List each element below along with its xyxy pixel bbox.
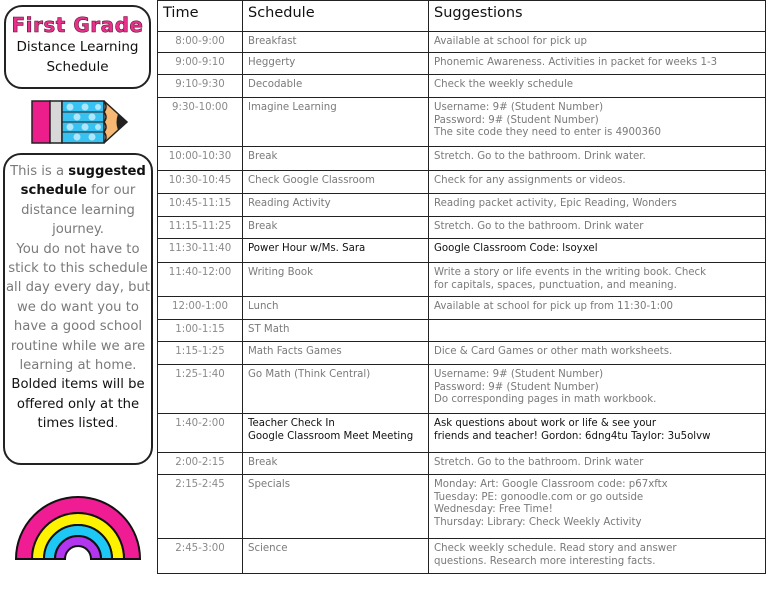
suggestion-line: Password: 9# (Student Number): [434, 381, 599, 393]
suggestion-line: for capitals, spaces, punctuation, and meaning.: [434, 279, 677, 291]
cell-schedule: Lunch: [243, 297, 429, 320]
cell-schedule: Math Facts Games: [243, 342, 429, 365]
suggestion-line: Stretch. Go to the bathroom. Drink water.: [434, 151, 646, 162]
table-row: [158, 414, 766, 453]
cell-schedule: Power Hour w/Ms. Sara: [243, 239, 429, 263]
suggestion-line: friends and teacher! Gordon: 6dng4tu Taylor: 3u5olvw: [434, 430, 711, 442]
note-text-routine: You do not have to stick to this schedule all day every day, but we do want you to have a good school routine while we are learning at home.: [5, 241, 151, 374]
cell-suggestions: [429, 171, 766, 194]
cell-suggestions: [429, 539, 766, 574]
cell-schedule: Decodable: [243, 75, 429, 98]
suggestion-line: Monday: Art: Google Classroom code: p67xftx: [434, 479, 668, 490]
page-title: First Grade: [11, 13, 144, 37]
note-text-bolded: Bolded items will be offered only at the times listed: [11, 377, 145, 432]
note-box: [3, 153, 153, 465]
note-text-intro: This is a: [10, 164, 69, 179]
cell-schedule: ST Math: [243, 320, 429, 342]
cell-suggestions: [429, 320, 766, 342]
cell-time: 1:00-1:15: [158, 320, 243, 342]
cell-time: 1:15-1:25: [158, 342, 243, 365]
suggestion-line: Available at school for pick up from 11:30-1:00: [434, 301, 674, 312]
note-text-journey: for our distance learning journey.: [21, 183, 136, 238]
cell-schedule: Break: [243, 147, 429, 171]
cell-suggestions: [429, 147, 766, 171]
schedule-line: Teacher Check In: [248, 418, 335, 429]
schedule-line: Google Classroom Meet Meeting: [248, 430, 414, 442]
table-row: [158, 239, 766, 263]
table-row: [158, 53, 766, 75]
cell-schedule: Break: [243, 217, 429, 239]
cell-schedule: Go Math (Think Central): [243, 365, 429, 414]
table-header-row: [158, 1, 766, 32]
table-row: [158, 297, 766, 320]
suggestion-line: Stretch. Go to the bathroom. Drink water: [434, 221, 644, 232]
suggestion-line: Write a story or life events in the writing book. Check: [434, 267, 707, 278]
cell-suggestions: [429, 217, 766, 239]
page-subtitle-line-2: Schedule: [46, 59, 109, 75]
suggestion-line: questions. Research more interesting facts.: [434, 555, 656, 567]
table-row: [158, 171, 766, 194]
cell-schedule: Breakfast: [243, 32, 429, 53]
cell-time: 2:00-2:15: [158, 453, 243, 475]
suggestion-line: Tuesday: PE: gonoodle.com or go outside: [434, 491, 644, 503]
cell-time: 2:45-3:00: [158, 539, 243, 574]
table-row: [158, 263, 766, 297]
cell-schedule: Heggerty: [243, 53, 429, 75]
suggestion-line: Do corresponding pages in math workbook.: [434, 394, 657, 405]
table-row: [158, 98, 766, 147]
table-row: [158, 217, 766, 239]
cell-schedule: Reading Activity: [243, 194, 429, 217]
cell-time: 11:15-11:25: [158, 217, 243, 239]
table-row: [158, 365, 766, 414]
note-text-suggested: suggested schedule: [20, 164, 146, 199]
suggestion-line: Available at school for pick up: [434, 36, 587, 47]
cell-time: 11:40-12:00: [158, 263, 243, 297]
pencil-icon: [30, 99, 130, 145]
table-row: [158, 194, 766, 217]
cell-schedule: [243, 414, 429, 453]
cell-suggestions: [429, 414, 766, 453]
cell-time: 1:25-1:40: [158, 365, 243, 414]
cell-suggestions: [429, 194, 766, 217]
table-row: [158, 539, 766, 574]
cell-time: 9:10-9:30: [158, 75, 243, 98]
cell-time: 12:00-1:00: [158, 297, 243, 320]
table-row: [158, 475, 766, 539]
cell-suggestions: [429, 239, 766, 263]
suggestion-line: Phonemic Awareness. Activities in packet for weeks 1-3: [434, 57, 718, 68]
suggestion-line: Check the weekly schedule: [434, 79, 574, 90]
table-row: [158, 147, 766, 171]
cell-suggestions: [429, 365, 766, 414]
header-time: Time: [158, 1, 243, 32]
cell-time: 11:30-11:40: [158, 239, 243, 263]
table-row: [158, 32, 766, 53]
suggestion-line: Ask questions about work or life & see your: [434, 418, 657, 429]
cell-suggestions: [429, 342, 766, 365]
cell-schedule: Check Google Classroom: [243, 171, 429, 194]
suggestion-line: Username: 9# (Student Number): [434, 102, 604, 113]
suggestion-line: Stretch. Go to the bathroom. Drink water: [434, 457, 644, 468]
cell-time: 9:30-10:00: [158, 98, 243, 147]
cell-time: 9:00-9:10: [158, 53, 243, 75]
suggestion-line: Google Classroom Code: lsoyxel: [434, 243, 598, 254]
header-schedule: Schedule: [243, 1, 429, 32]
cell-time: 10:00-10:30: [158, 147, 243, 171]
page-subtitle-line-1: Distance Learning: [16, 39, 139, 55]
suggestion-line: Reading packet activity, Epic Reading, Wonders: [434, 198, 677, 209]
table-row: [158, 75, 766, 98]
cell-time: 2:15-2:45: [158, 475, 243, 539]
title-card: [4, 5, 151, 89]
cell-suggestions: [429, 32, 766, 53]
cell-schedule: Break: [243, 453, 429, 475]
suggestion-line: Username: 9# (Student Number): [434, 369, 604, 380]
cell-suggestions: [429, 475, 766, 539]
cell-suggestions: [429, 297, 766, 320]
cell-suggestions: [429, 453, 766, 475]
header-suggestions: Suggestions: [429, 1, 766, 32]
schedule-table: [157, 0, 766, 574]
table-body: [158, 32, 766, 574]
cell-schedule: Specials: [243, 475, 429, 539]
suggestion-line: Dice & Card Games or other math worksheets.: [434, 346, 673, 357]
cell-time: 8:00-9:00: [158, 32, 243, 53]
suggestion-line: Wednesday: Free Time!: [434, 504, 553, 515]
cell-suggestions: [429, 98, 766, 147]
note-text-period: .: [114, 416, 119, 432]
cell-time: 10:30-10:45: [158, 171, 243, 194]
suggestion-line: The site code they need to enter is 4900360: [434, 127, 661, 138]
cell-suggestions: [429, 263, 766, 297]
table-row: [158, 453, 766, 475]
cell-schedule: Imagine Learning: [243, 98, 429, 147]
cell-schedule: Writing Book: [243, 263, 429, 297]
suggestion-line: Password: 9# (Student Number): [434, 114, 599, 126]
suggestion-line: Thursday: Library: Check Weekly Activity: [434, 516, 642, 528]
suggestion-line: Check weekly schedule. Read story and answer: [434, 543, 677, 554]
suggestion-line: Check for any assignments or videos.: [434, 175, 626, 186]
cell-time: 10:45-11:15: [158, 194, 243, 217]
cell-time: 1:40-2:00: [158, 414, 243, 453]
table-row: [158, 342, 766, 365]
rainbow-icon: [12, 473, 144, 563]
cell-suggestions: [429, 75, 766, 98]
cell-suggestions: [429, 53, 766, 75]
table-row: [158, 320, 766, 342]
cell-schedule: Science: [243, 539, 429, 574]
